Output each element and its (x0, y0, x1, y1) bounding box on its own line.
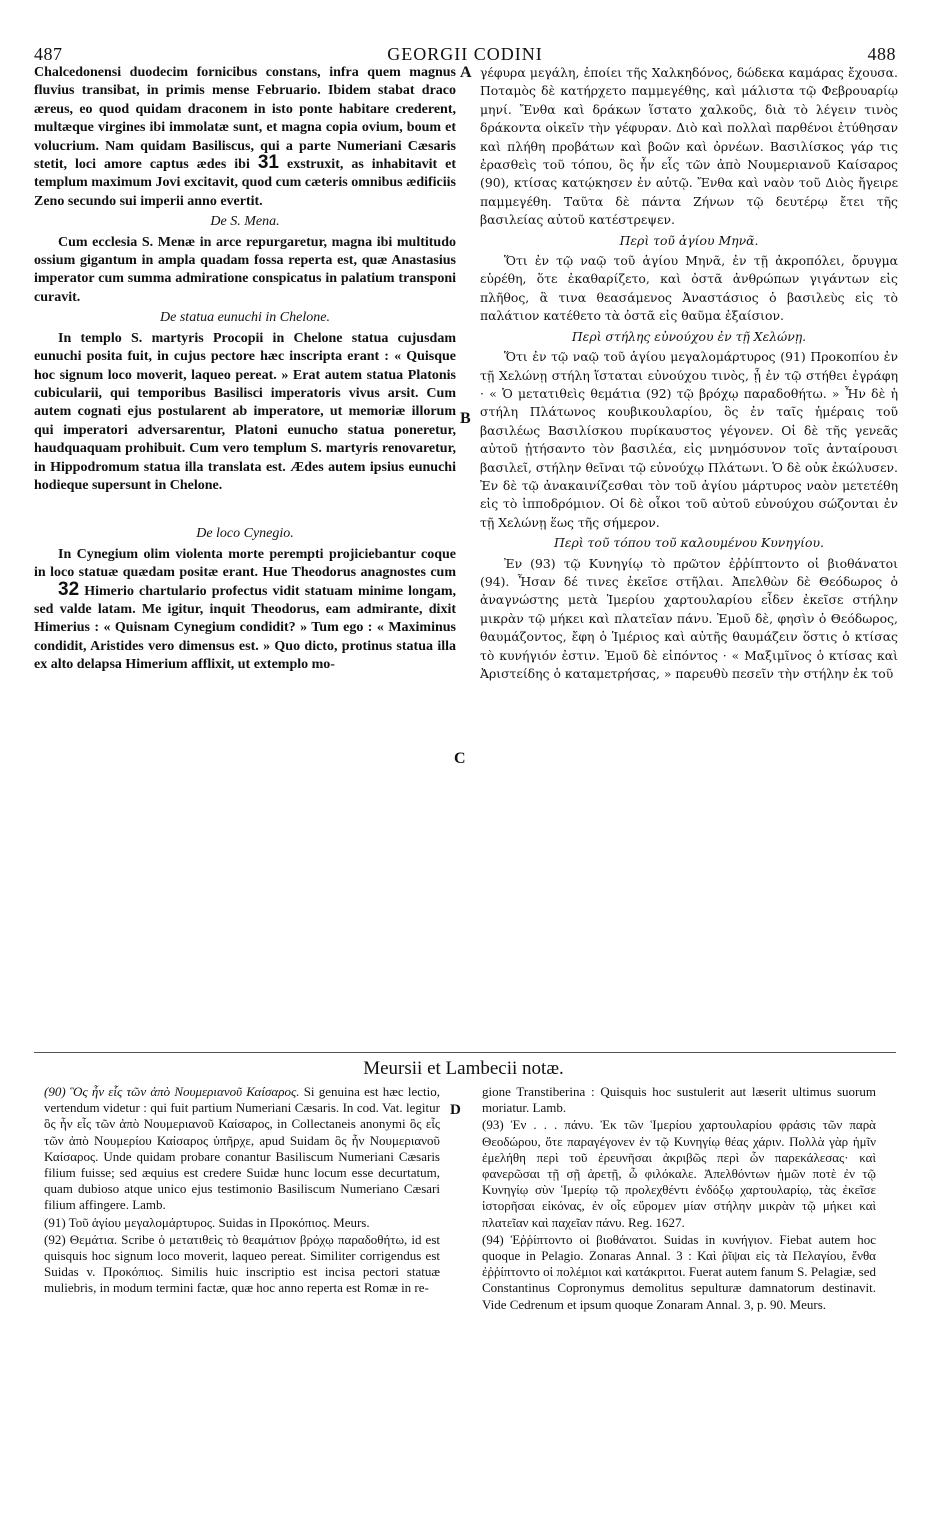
latin-paragraph-1 (34, 64, 456, 211)
note-93: (93) Ἐν . . . πάνυ. Ἐκ τῶν Ἱμερίου χαρτουλαρίου φράσις τῶν παρὰ Θεοδώρου, ὅτε παραγέγονεν ἐν τῷ Κυνηγίῳ θέας χάριν. Πολλὰ γὰρ ἡμῖν ἐμελήθη περὶ τοῦ ἐρευνῆσαι ἀκριβῶς περὶ ὧν παρεκάλεσας· καὶ φανερῶσαι τῇ σῇ ἀρετῇ, ὦ φιλόκαλε. Ἀπελθόντων ἡμῶν ποτὲ ἐν τῷ Κυνηγίῳ σὺν Ἱμερίῳ τῷ προλεχθέντι ἐνδόξῳ χαρτουλαρίῳ, τὰς ἐκεῖσε ἱστορῆσαι εἰκόνας, ἐν οἷς εὕρομεν μίαν στήλην μικρὰν τῷ μήκει καὶ πλατεῖαν καὶ παχεῖαν πάνυ. Reg. 1627. (482, 1117, 876, 1230)
column-number-31: 31 (257, 152, 279, 174)
margin-letter-c: C (454, 750, 466, 767)
latin-heading-cynegio: De loco Cynegio. (196, 526, 294, 542)
margin-letter-b: B (460, 410, 471, 427)
note-92-continued: gione Transtiberina : Quisquis hoc sustulerit aut læserit ultimus suorum moriatur. Lamb. (482, 1084, 876, 1116)
note-91: (91) Τοῦ ἁγίου μεγαλομάρτυρος. Suidas in Προκόπιος. Meurs. (44, 1214, 370, 1230)
notes-divider (34, 1052, 896, 1053)
notes-left-column (44, 1084, 440, 1298)
greek-paragraph-1: γέφυρα μεγάλη, ἐποίει τῆς Χαλκηδόνος, δώδεκα καμάρας ἔχουσα. Ποταμὸς δὲ κατήρχετο παμμεγέθης, καὶ μάλιστα τῷ Φεβρουαρίῳ μηνί. Ἔνθα καὶ δράκων ἵστατο χαλκοῦς, διὰ τὸ λέγειν τινὸς δράκοντα οἰκεῖν τὴν γέφυραν. Διὸ καὶ πολλαὶ παρθένοι ἐτύθησαν καὶ πλήθη προβάτων καὶ βοῶν καὶ ὀρνέων. Βασιλίσκος γάρ τις ἐρασθεὶς τοῦ τόπου, ὃς ἦν εἷς τῶν ἀπὸ Νουμεριανοῦ Καίσαρος (90), κτίσας κατῴκησεν ἐν αὐτῷ. Ἔνθα καὶ ναὸν τοῦ Διὸς ἤγειρε παμμεγέθη. Ταῦτα δὲ πάντα Ζήνων τῷ δευτέρῳ ἔτει τῆς βασιλείας αὐτοῦ κατέστρεψεν. (480, 65, 898, 228)
greek-heading-cynegio: Περὶ τοῦ τόπου τοῦ καλουμένου Κυνηγίου. (554, 535, 824, 551)
note-92: (92) Θεμάτια. Scribe ὁ μετατιθεὶς τὸ θεαμάτιον βρόχῳ παραδοθήτω, id est quisquis hoc signum loco moverit, laqueo pereat. Similiter corrigendus est Suidas v. Προκόπιος. Similis huic inscriptio est incisa pectori statuæ muliebris, in modum termini factæ, quæ hoc anno reperta est Romæ in re- (44, 1231, 440, 1296)
greek-heading-eunuch: Περὶ στήλης εὐνούχου ἐν τῇ Χελώνῃ. (571, 328, 807, 344)
running-header (34, 44, 896, 66)
latin-text-1a: Chalcedonensi duodecim fornicibus constans, infra quem magnus fluvius transibat, in primis mense Februario. Ibidem stabat draco æreus, eo quod quidam draconem in isto ponte habitare crederent, multæque virgines ibi immolatæ sunt, et magna copia ovium, boum et volucrium. Nam quidam Basiliscus, qui a parte Numeriani Cæsaris stetit, loci amore captus ædes ibi (34, 65, 456, 173)
note-90-body: Si genuina est hæc lectio, vertendum videtur : qui fuit partium Numeriani Cæsaris. In cod. Vat. legitur ὃς ἦν εἷς τῶν ἀπὸ Νουμεριανοῦ Καίσαρος, in Collectaneis anonymi ὃς εἷς τῶν ἀπὸ Νουμερίου Καίσαρος ὑπῆρχε, apud Suidam ὃς ἦν Νουμεριανοῦ Καίσαρος. Unde quidam probare conantur Basiliscum Numeriani Cæsaris filium fuisse; sed æquius est credere Suidæ hunc locum esse decurtatum, quam dubioso atque unico ejus testimonio Basiliscum Numeriano Cæsari filium affingere. Lamb. (44, 1084, 441, 1213)
latin-text-4b: Himerio chartulario profectus vidit statuam minime longam, sed valde latam. Me igitur, inquit Theodorus, eam admirante, dixit Himerius : « Quisnam Cynegium condidit? » Tum ego : « Maximinus condidit, Aristides vero dimensus est. » Quo dicto, protinus statua illa ex alto delapsa Himerium afflixit, ut extemplo mo- (34, 583, 456, 673)
latin-text-4a: In Cynegium olim violenta morte perempti projiciebantur coque in loco statuæ quædam positæ erant. Hue Theodorus anagnostes cum (34, 546, 456, 581)
column-number-32: 32 (58, 578, 80, 600)
greek-column (480, 64, 898, 683)
note-90-lemma: (90) Ὃς ἦν εἷς τῶν ἀπὸ Νουμεριανοῦ Καίσαρος. (44, 1084, 300, 1099)
margin-letter-d: D (450, 1102, 461, 1118)
notes-right-column (482, 1084, 876, 1314)
latin-heading-eunuch: De statua eunuchi in Chelone. (160, 310, 330, 326)
latin-paragraph-3: In templo S. martyris Procopii in Chelone statua cujusdam eunuchi posita fuit, in cujus pectore hæc inscripta erant : « Quisque hoc signum loco moverit, laqueo pereat. » Erat autem statua Platonis cubicularii, qui temporibus Basilisci imperatoris vivus arsit. Cum autem cognati ejus postularent ab imperatore, ut memoriæ illorum qui imperatori adversarentur, Platoni eunucho statua poneretur, haudquaquam prohibuit. Cum vero templum S. martyris renovaretur, in Hippodromum statua illa translata est. Ædes autem ipsius eunuchi hodieque supersunt in Chelone. (34, 330, 456, 493)
note-94: (94) Ἐῤῥίπτοντο οἱ βιοθάνατοι. Suidas in κυνήγιον. Fiebat autem hoc quoque in Pelagio. Zonaras Annal. 3 : Καὶ ῥῖψαι εἰς τὰ Πελαγίου, ἔνθα ἐῤῥίπτοντο οἱ πολέμιοι καὶ κατάκριτοι. Fuerat autem fanum S. Pelagiæ, sed Constantinus Copronymus demolitus sepulturæ damnatorum destinavit. Vide Cedrenum et ipsum quoque Zonaram Annal. 3, p. 90. Meurs. (482, 1231, 876, 1312)
page-number-left: 487 (34, 44, 63, 64)
notes-title: Meursii et Lambecii notæ. (363, 1058, 564, 1079)
note-90 (44, 1084, 440, 1214)
greek-heading-mena: Περὶ τοῦ ἁγίου Μηνᾶ. (619, 232, 759, 248)
latin-column (34, 64, 456, 675)
greek-paragraph-2: Ὅτι ἐν τῷ ναῷ τοῦ ἁγίου Μηνᾶ, ἐν τῇ ἀκροπόλει, ὄρυγμα εὑρέθη, ὅτε ἐκαθαρίζετο, καὶ ὀστᾶ ἀνθρώπων γιγάντων εἰς πλῆθος, ἃ τινα θεασάμενος Ἀναστάσιος ὁ βασιλεὺς εἰς τὸ παλάτιον κατέθετο τὰ ὀστᾶ εἰς θαῦμα ἐξαίσιον. (480, 253, 898, 324)
margin-letter-a: A (460, 64, 472, 81)
running-title: GEORGII CODINI (387, 44, 543, 64)
latin-text-1b: exstruxit, as inhabitavit et templum maximum Jovi excitavit, quod cum cæteris omnibus ædificiis Zeno secundo sui imperii anno evertit. (34, 157, 457, 209)
latin-paragraph-2: Cum ecclesia S. Menæ in arce repurgaretur, magna ibi multitudo ossium gigantum in ampla quadam fossa reperta est, quæ Anastasius imperator cum summa admiratione conspicatus in palatium transponi curavit. (34, 234, 456, 305)
greek-paragraph-4: Ἐν (93) τῷ Κυνηγίῳ τὸ πρῶτον ἐῤῥίπτοντο οἱ βιοθάνατοι (94). Ἦσαν δέ τινες ἐκεῖσε στῆλαι. Ἀπελθὼν δὲ Θεόδωρος ὁ ἀναγνώστης μετὰ Ἱμερίου χαρτουλαρίου εἶδεν ἐκεῖσε στήλην μικρὰν τῷ μήκει καὶ πλατεῖαν πάνυ. Ἐμοῦ δὲ, φησὶν ὁ Θεόδωρος, θαυμάζοντος, ἔφη ὁ Ἱμέριος καὶ αὐτῆς θαυμάζειν ὅστις ὁ κτίσας τὸ κυνήγιόν ἐστιν. Ἐμοῦ δὲ εἰπόντος · « Μαξιμῖνος ὁ κτίσας καὶ Ἀριστείδης ὁ καταμετρήσας, » παρευθὺ πεσεῖν τὴν στήλην ἐκ τοῦ (480, 555, 898, 681)
latin-paragraph-4 (34, 546, 456, 675)
page-number-right: 488 (867, 44, 896, 64)
latin-heading-mena: De S. Mena. (210, 214, 280, 230)
greek-paragraph-3: Ὅτι ἐν τῷ ναῷ τοῦ ἁγίου μεγαλομάρτυρος (91) Προκοπίου ἐν τῇ Χελώνῃ στήλη ἵσταται εὐνούχου τινὸς, ᾗ ἐν τῷ στήθει ἐγράφη · « Ὁ μετατιθεὶς θεμάτια (92) τῷ βρόχῳ παραδοθήτω. » Ἦν δὲ ἡ στήλη Πλάτωνος κουβικουλαρίου, ὃς ἐν ταῖς ἡμέραις τοῦ βασιλέως Βασιλίσκου πυρίκαυστος γέγονεν. Οἱ δὲ τῆς γενεᾶς αὐτοῦ ᾐτήσαντο τὸν βασιλέα, εἰς μνημόσυνον τοῖς ἀνταίρουσι βασιλεῖ, στήλην θεῖναι τῷ εὐνούχῳ Πλάτωνι. Ὁ δὲ οὐκ ἐκώλυσεν. Ἐν δὲ τῷ ἀνακαινίζεσθαι τὸν τοῦ ἁγίου μάρτυρος ναὸν μετετέθη εἰς τὸ ἱπποδρόμιον. Οἱ δὲ οἶκοι τοῦ αὐτοῦ εὐνούχου σώζονται ἐν τῇ Χελώνῃ ἕως τῆς σήμερον. (480, 349, 898, 530)
